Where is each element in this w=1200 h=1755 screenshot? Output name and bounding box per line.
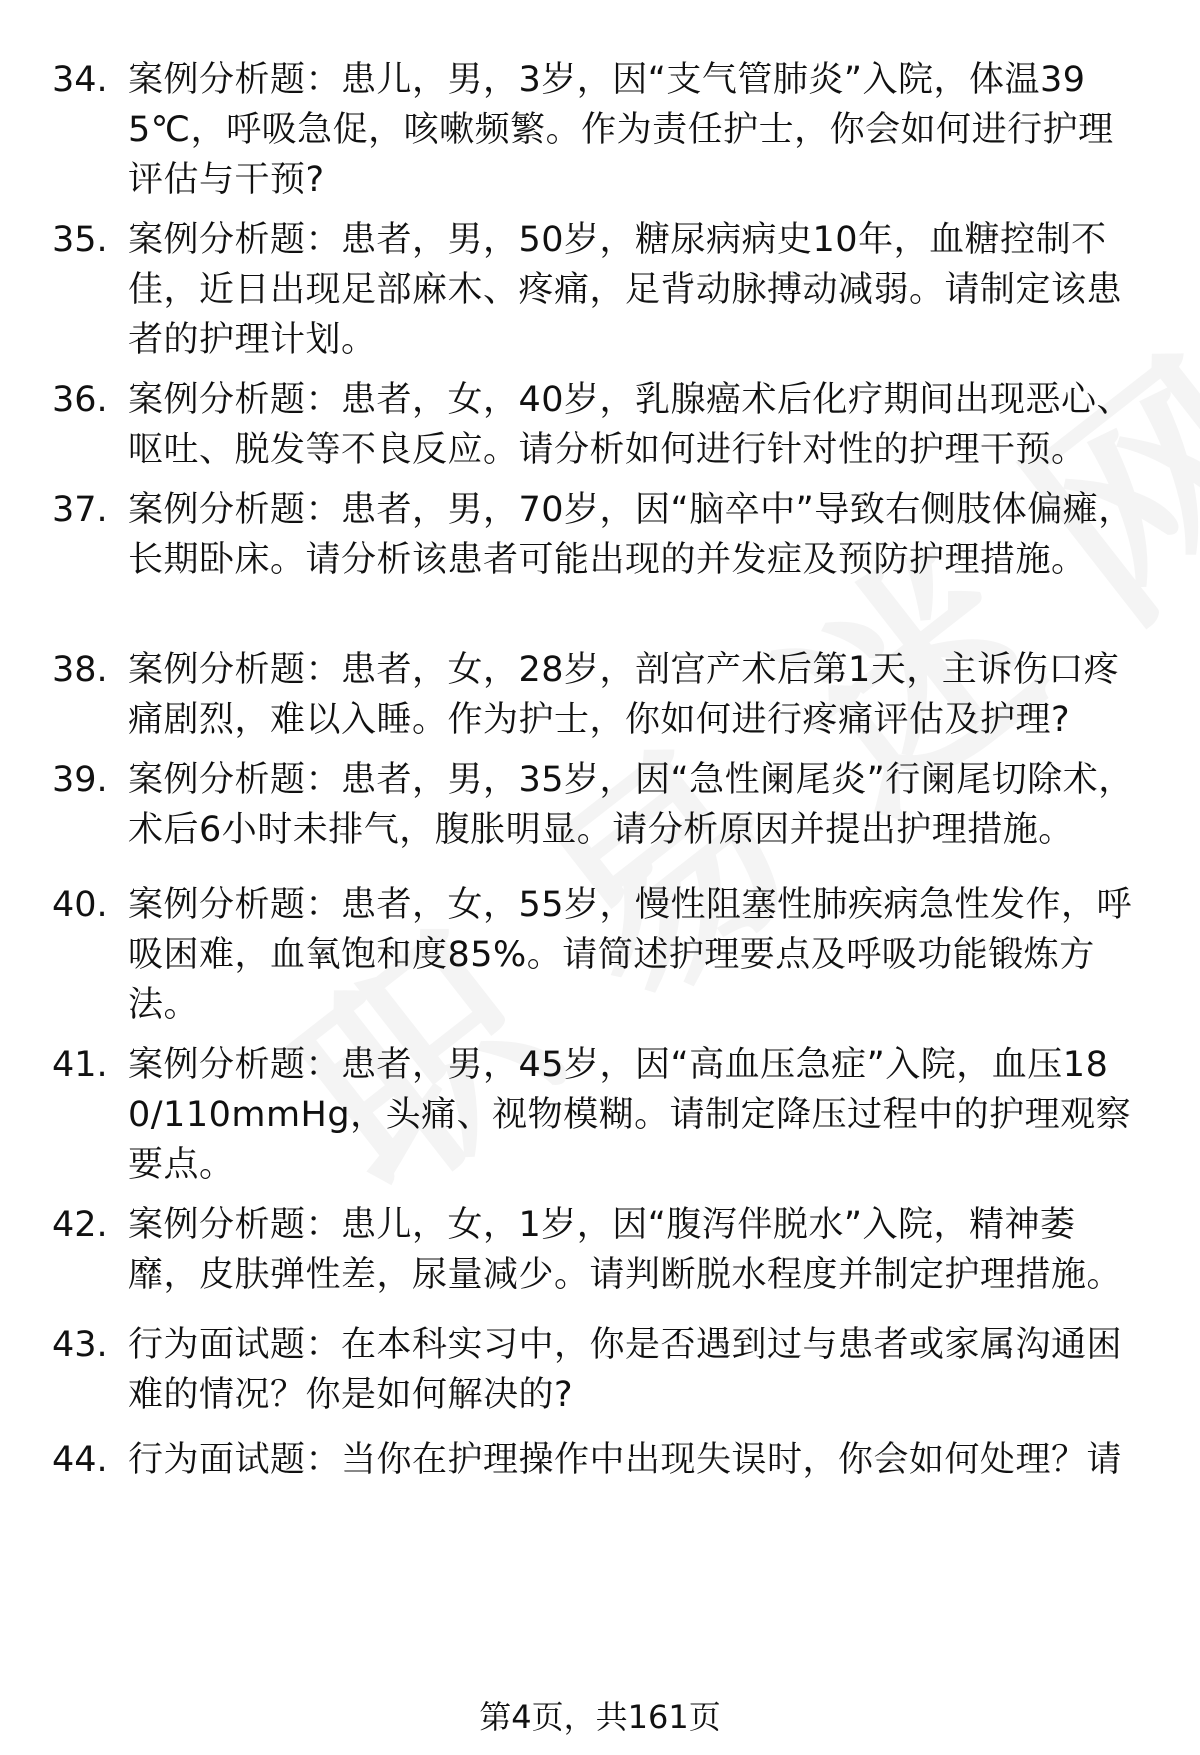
question-item [52,1435,1152,1485]
question-number: 41. [52,1045,108,1085]
question-text: 案例分析题：患儿，男，3岁，因“支气管肺炎”入院，体温395℃，呼吸急促，咳嗽频繁。作为责任护士，你会如何进行护理评估与干预? [128,60,1114,200]
page-footer: 第4页，共161页 [479,1698,721,1736]
question-item [52,755,1152,855]
question-text: 行为面试题：当你在护理操作中出现失误时，你会如何处理？请 [128,1440,1123,1480]
question-item [52,375,1152,475]
question-number: 34. [52,60,108,100]
question-item [52,215,1152,365]
question-number: 35. [52,220,108,260]
question-text: 案例分析题：患者，男，50岁，糖尿病病史10年，血糖控制不佳，近日出现足部麻木、疼痛，足背动脉搏动减弱。请制定该患者的护理计划。 [128,220,1123,360]
question-text: 案例分析题：患者，女，40岁，乳腺癌术后化疗期间出现恶心、呕吐、脱发等不良反应。请分析如何进行针对性的护理干预。 [128,380,1133,470]
question-number: 44. [52,1440,108,1480]
question-item [52,880,1152,1030]
question-text: 行为面试题：在本科实习中，你是否遇到过与患者或家属沟通困难的情况？你是如何解决的? [128,1325,1123,1415]
question-text: 案例分析题：患者，男，35岁，因“急性阑尾炎”行阑尾切除术，术后6小时未排气，腹胀明显。请分析原因并提出护理措施。 [128,760,1134,850]
question-item [52,645,1152,745]
question-number: 43. [52,1325,108,1365]
question-item [52,1320,1152,1420]
question-number: 37. [52,490,108,530]
question-number: 39. [52,760,108,800]
question-number: 38. [52,650,108,690]
question-text: 案例分析题：患者，男，45岁，因“高血压急症”入院，血压180/110mmHg，头痛、视物模糊。请制定降压过程中的护理观察要点。 [128,1045,1132,1185]
question-text: 案例分析题：患者，女，55岁，慢性阻塞性肺疾病急性发作，呼吸困难，血氧饱和度85%。请简述护理要点及呼吸功能锻炼方法。 [128,885,1133,1025]
question-text: 案例分析题：患者，女，28岁，剖宫产术后第1天，主诉伤口疼痛剧烈，难以入睡。作为护士，你如何进行疼痛评估及护理? [128,650,1120,740]
question-number: 36. [52,380,108,420]
question-item [52,1200,1152,1300]
question-item [52,485,1152,585]
question-text: 案例分析题：患者，男，70岁，因“脑卒中”导致右侧肢体偏瘫，长期卧床。请分析该患者可能出现的并发症及预防护理措施。 [128,490,1134,580]
question-item [52,55,1152,205]
question-number: 42. [52,1205,108,1245]
question-item [52,1040,1152,1190]
question-text: 案例分析题：患儿，女，1岁，因“腹泻伴脱水”入院，精神萎靡，皮肤弹性差，尿量减少。请判断脱水程度并制定护理措施。 [128,1205,1123,1295]
question-number: 40. [52,885,108,925]
